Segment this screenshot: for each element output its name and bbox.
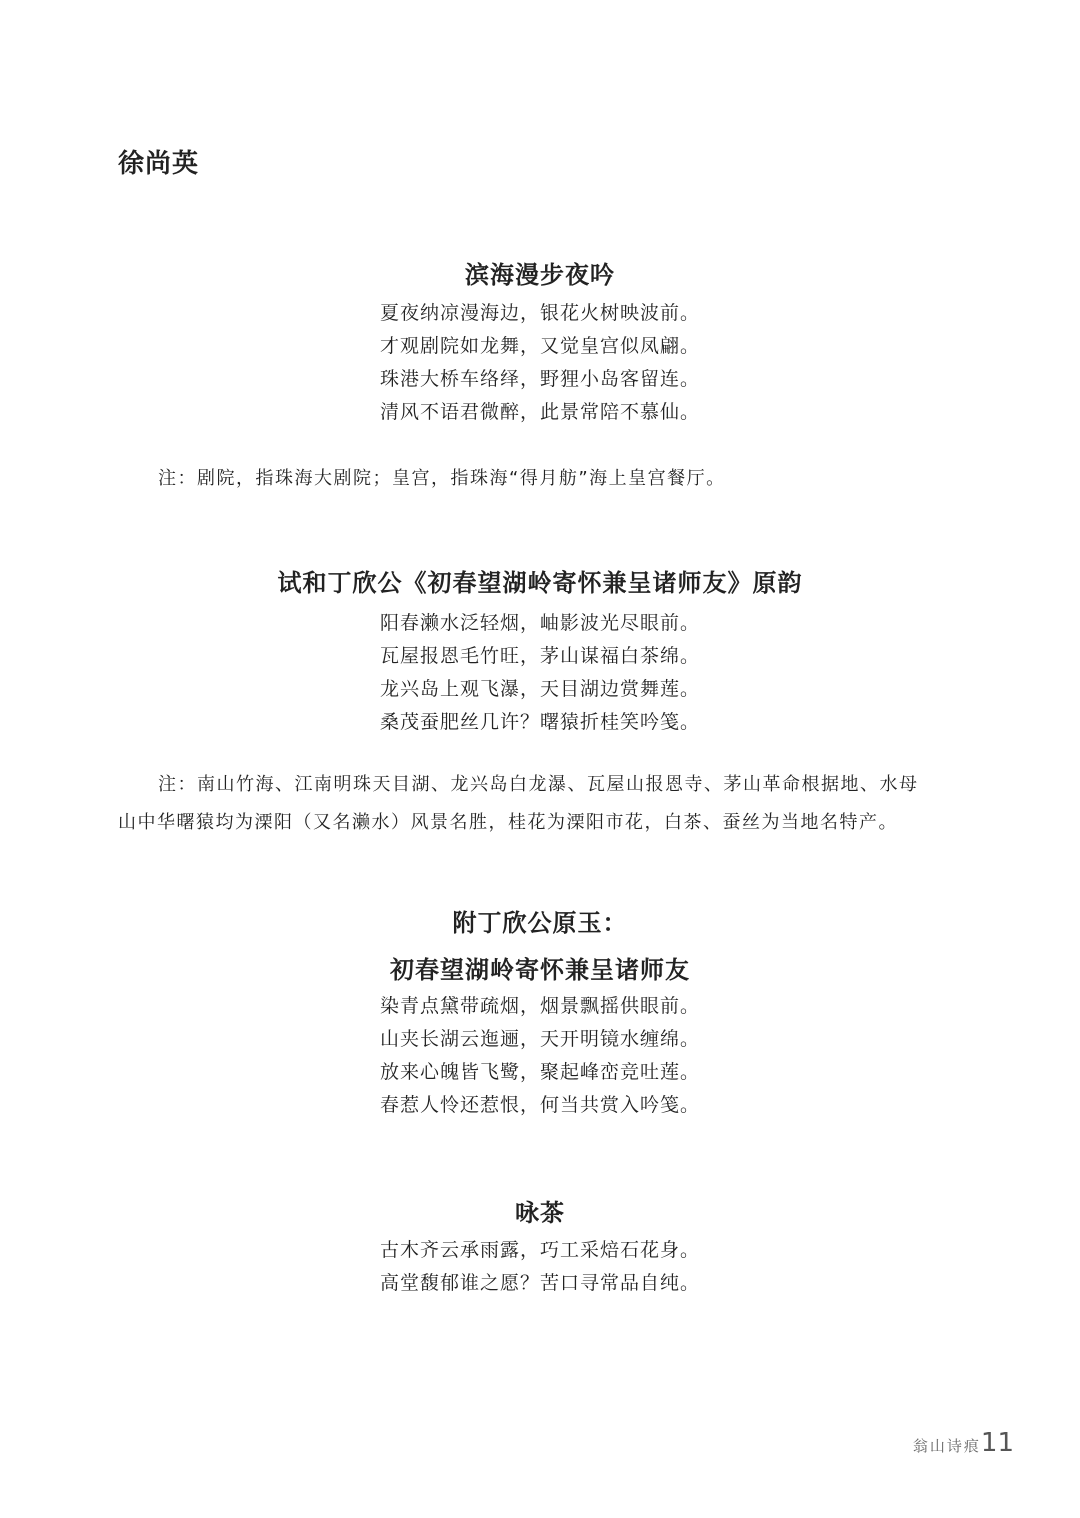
page-number: 11 (980, 1428, 1014, 1458)
poem-line: 染青点黛带疏烟，烟景飘摇供眼前。 (379, 995, 700, 1017)
poem-line: 春惹人怜还惹恨，何当共赏入吟笺。 (379, 1094, 700, 1116)
poem-line: 龙兴岛上观飞瀑，天目湖边赏舞莲。 (379, 678, 700, 700)
poem-line: 放来心魄皆飞鹭，聚起峰峦竞吐莲。 (379, 1061, 700, 1083)
poem-note (118, 766, 968, 842)
note-line: 注：剧院，指珠海大剧院；皇宫，指珠海“得月舫”海上皇宫餐厅。 (158, 468, 726, 489)
poem-line: 桑茂蚕肥丝几许？曙猿折桂笑吟笺。 (379, 711, 700, 733)
section-heading: 附丁欣公原玉： (452, 908, 628, 937)
poem-body (0, 990, 1080, 1122)
poem-line: 阳春濑水泛轻烟，岫影波光尽眼前。 (379, 612, 700, 634)
page-footer (913, 1428, 1014, 1458)
note-line: 山中华曙猿均为溧阳（又名濑水）风景名胜，桂花为溧阳市花，白茶、蚕丝为当地名特产。 (118, 812, 898, 833)
poem-line: 珠港大桥车络绎，野狸小岛客留连。 (379, 368, 700, 390)
poem-line: 清风不语君微醉，此景常陪不慕仙。 (379, 401, 700, 423)
note-line: 注：南山竹海、江南明珠天目湖、龙兴岛白龙瀑、瓦屋山报恩寺、茅山革命根据地、水母 (158, 774, 919, 795)
poem-line: 才观剧院如龙舞，又觉皇宫似凤翩。 (379, 335, 700, 357)
poem-body (0, 1234, 1080, 1300)
poem-line: 古木齐云承雨露，巧工采焙石花身。 (379, 1239, 700, 1261)
author-name: 徐尚英 (118, 149, 200, 179)
book-title: 翁山诗痕 (912, 1437, 981, 1455)
poem-title: 咏茶 (515, 1198, 565, 1227)
poem-line: 瓦屋报恩毛竹旺，茅山谋福白茶绵。 (379, 645, 700, 667)
poem-body (0, 297, 1080, 429)
poem-title: 试和丁欣公《初春望湖岭寄怀兼呈诸师友》原韵 (277, 568, 803, 597)
poem-note (118, 460, 968, 498)
poem-line: 高堂馥郁谁之愿？苦口寻常品自纯。 (379, 1272, 700, 1294)
poem-title: 滨海漫步夜吟 (465, 260, 615, 289)
poem-line: 夏夜纳凉漫海边，银花火树映波前。 (379, 302, 700, 324)
poem-line: 山夹长湖云迤逦，天开明镜水缠绵。 (379, 1028, 700, 1050)
poem-body (0, 607, 1080, 739)
poem-title: 初春望湖岭寄怀兼呈诸师友 (390, 955, 690, 984)
